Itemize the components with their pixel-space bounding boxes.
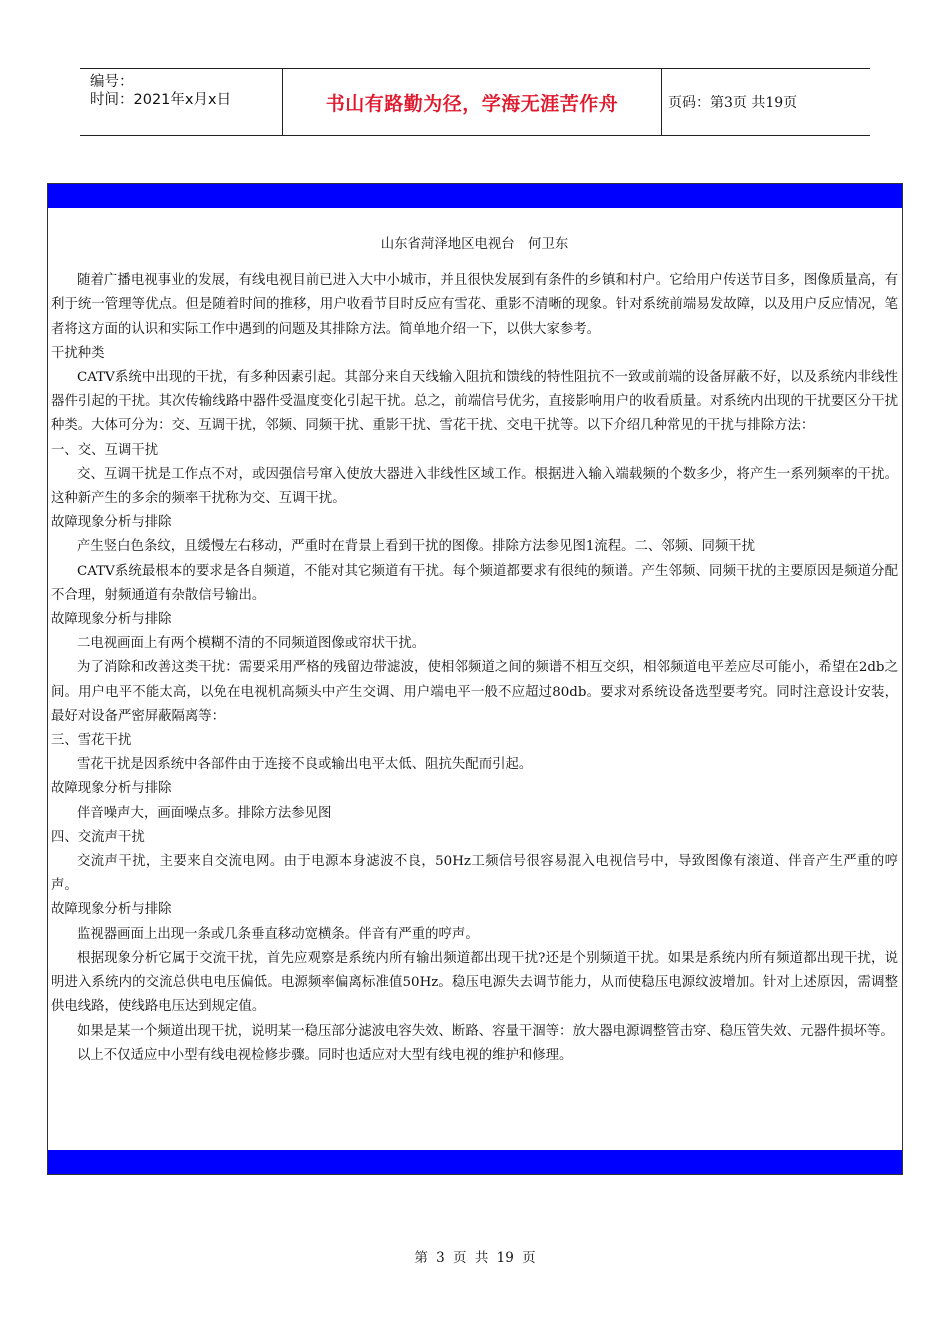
article-frame	[47, 183, 903, 1175]
serial-number-label: 编号：	[90, 74, 134, 90]
section-heading: 故障现象分析与排除	[51, 612, 172, 628]
paragraph: 交流声干扰，主要来自交流电网。由于电源本身滤波不良，50Hz工频信号很容易混入电视信号中，导致图像有滚道、伴音产生严重的哼声。	[51, 854, 898, 894]
section-heading: 故障现象分析与排除	[51, 902, 172, 918]
paragraph: CATV系统最根本的要求是各自频道，不能对其它频道有干扰。每个频道都要求有很纯的频谱。产生邻频、同频干扰的主要原因是频道分配不合理，射频通道有杂散信号输出。	[51, 563, 898, 603]
header-motto: 书山有路勤为径，学海无涯苦作舟	[282, 69, 662, 135]
paragraph: 为了消除和改善这类干扰：需要采用严格的残留边带滤波，使相邻频道之间的频谱不相互交织，相邻频道电平差应尽可能小，希望在2db之间。用户电平不能太高，以免在电视机高频头中产生交调、用户端电平一般不应超过80db。要求对系统设备选型要考究。同时注意设计安装，最好对设备严密屏蔽隔离等：	[51, 660, 898, 724]
section-heading: 故障现象分析与排除	[51, 781, 172, 797]
section-heading: 故障现象分析与排除	[51, 515, 172, 531]
paragraph: 如果是某一个频道出现干扰，说明某一稳压部分滤波电容失效、断路、容量干涸等：放大器电源调整管击穿、稳压管失效、元器件损坏等。	[77, 1023, 894, 1039]
author-line: 山东省菏泽地区电视台 何卫东	[380, 237, 569, 252]
section-heading: 四、交流声干扰	[51, 829, 145, 845]
page-footer: 第 3 页 共 19 页	[414, 1250, 536, 1266]
header-page-info: 页码：第3页 共19页	[668, 95, 798, 111]
header-meta	[80, 69, 282, 135]
paragraph: 随着广播电视事业的发展，有线电视目前已进入大中小城市，并且很快发展到有条件的乡镇和村户。它给用户传送节目多，图像质量高，有利于统一管理等优点。但是随着时间的推移，用户收看节目时反应有雪花、重影不清晰的现象。针对系统前端易发故障，以及用户反应情况，笔者将这方面的认识和实际工作中遇到的问题及其排除方法。简单地介绍一下，以供大家参考。	[51, 273, 898, 337]
paragraph: 根据现象分析它属于交流干扰，首先应观察是系统内所有输出频道都出现干扰?还是个别频道干扰。如果是系统内所有频道都出现干扰，说明进入系统内的交流总供电电压偏低。电源频率偏离标准值50Hz。稳压电源失去调节能力，从而使稳压电源纹波增加。针对上述原因，需调整供电线路，使线路电压达到规定值。	[51, 950, 898, 1015]
date-line: 时间：2021年x月x日	[90, 92, 232, 108]
section-heading: 三、雪花干扰	[51, 733, 132, 749]
paragraph: 产生竖白色条纹，且缓慢左右移动，严重时在背景上看到干扰的图像。排除方法参见图1流程。二、邻频、同频干扰	[77, 539, 756, 555]
paragraph: 交、互调干扰是工作点不对，或因强信号窜入使放大器进入非线性区域工作。根据进入输入端载频的个数多少，将产生一系列频率的干扰。这种新产生的多余的频率干扰称为交、互调干扰。	[51, 466, 898, 507]
paragraph: 雪花干扰是因系统中各部件由于连接不良或输出电平太低、阻抗失配而引起。	[77, 757, 533, 773]
section-heading: 干扰种类	[51, 345, 105, 361]
bottom-blue-band	[48, 1150, 902, 1174]
paragraph: CATV系统中出现的干扰，有多种因素引起。其部分来自天线输入阻抗和馈线的特性阻抗不一致或前端的设备屏蔽不好，以及系统内非线性器件引起的干扰。其次传输线路中器件受温度变化引起干扰。总之，前端信号优劣，直接影响用户的收看质量。对系统内出现的干扰要区分干扰种类。大体可分为：交、互调干扰，邻频、同频干扰、重影干扰、雪花干扰、交电干扰等。以下介绍几种常见的干扰与排除方法：	[51, 370, 898, 434]
paragraph: 以上不仅适应中小型有线电视检修步骤。同时也适应对大型有线电视的维护和修理。	[77, 1047, 573, 1063]
article-content	[51, 233, 898, 1068]
top-blue-band	[48, 184, 902, 208]
section-heading: 一、交、互调干扰	[51, 442, 159, 458]
article-paragraphs	[51, 269, 898, 1068]
paragraph: 伴音噪声大，画面噪点多。排除方法参见图	[77, 805, 332, 821]
paragraph: 二电视画面上有两个模糊不清的不同频道图像或帘状干扰。	[77, 636, 426, 652]
page-header	[80, 68, 870, 136]
paragraph: 监视器画面上出现一条或几条垂直移动宽横条。伴音有严重的哼声。	[77, 926, 479, 942]
